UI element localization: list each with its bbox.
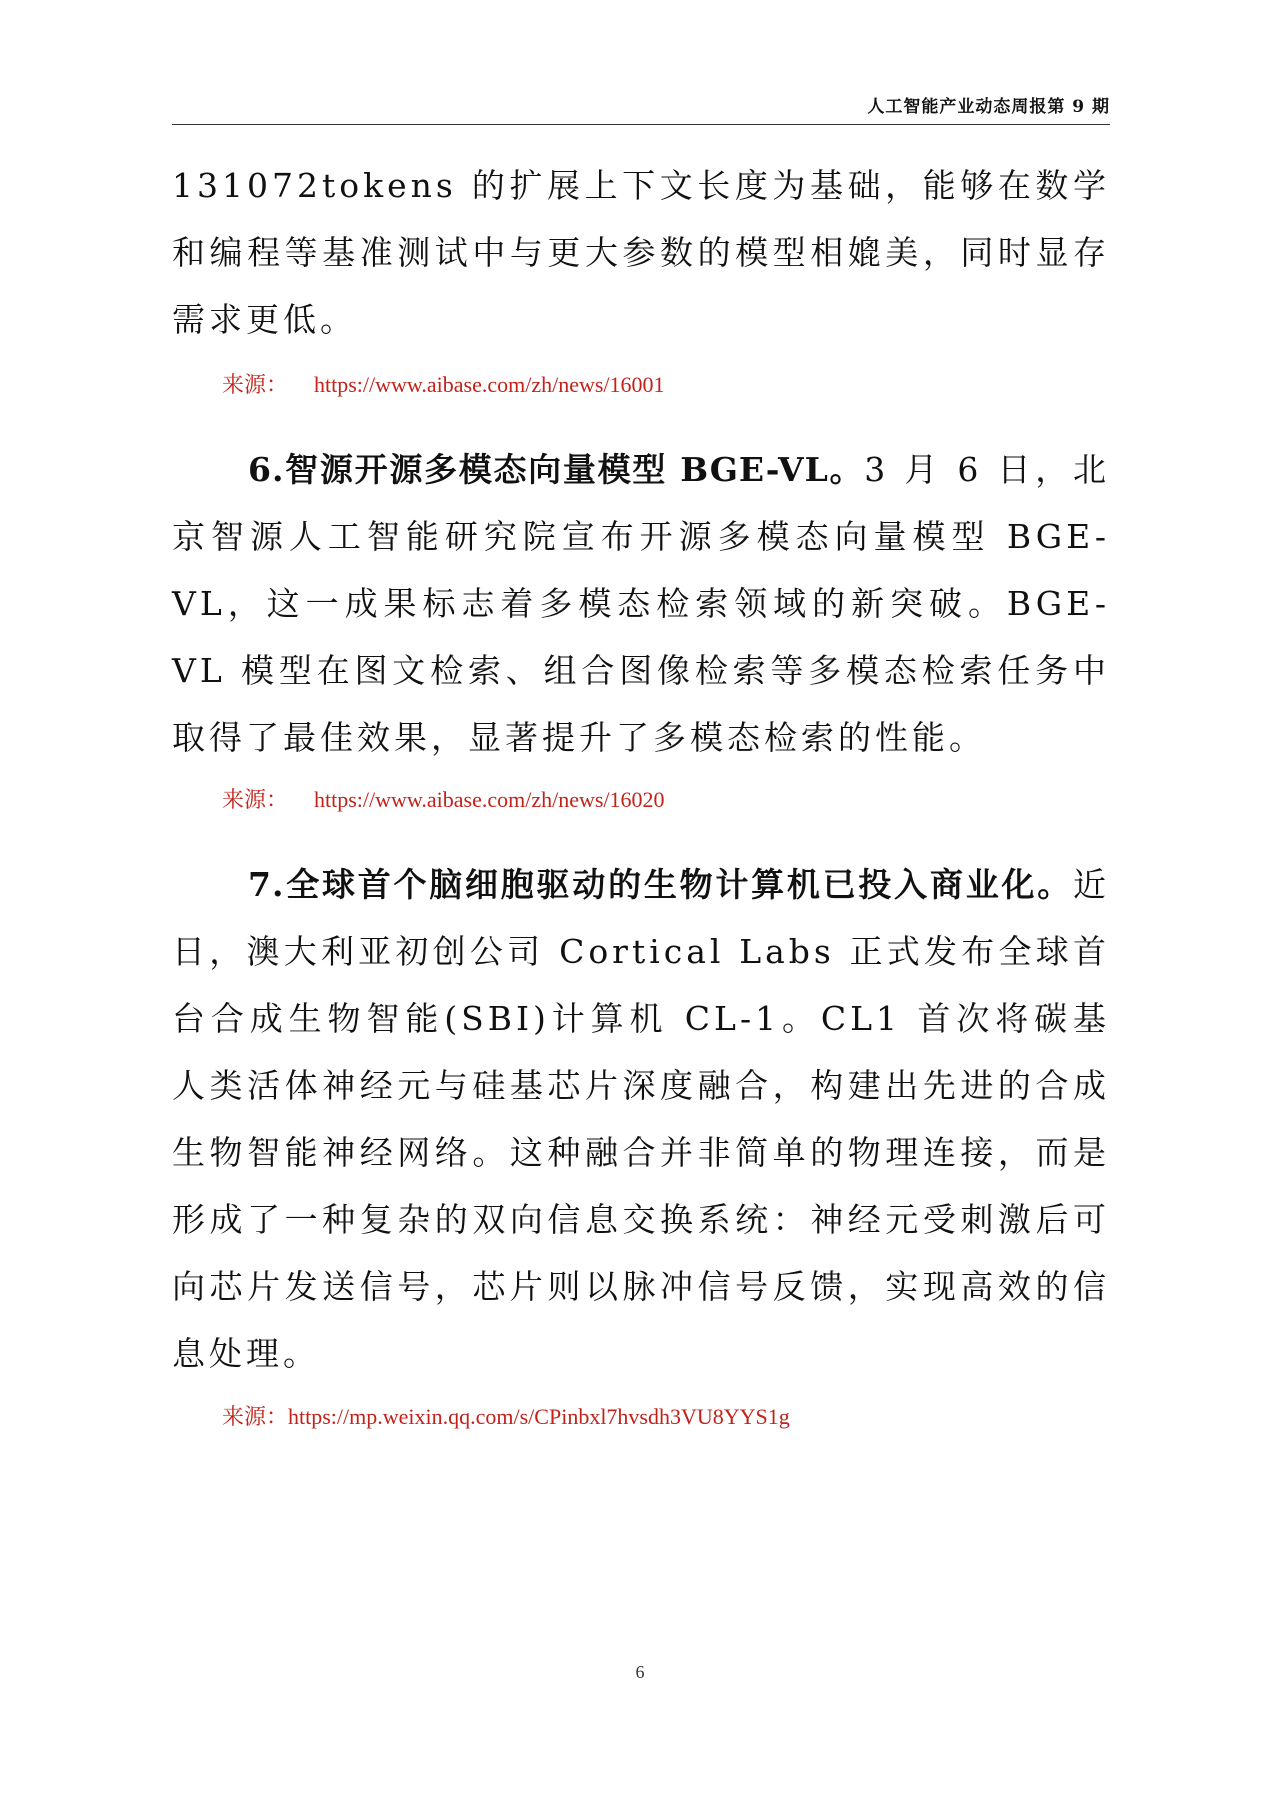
paragraph-1 bbox=[172, 152, 1110, 353]
source-link[interactable]: https://www.aibase.com/zh/news/16001 bbox=[314, 372, 665, 397]
header-rule bbox=[172, 124, 1110, 125]
running-header: 人工智能产业动态周报第 9 期 bbox=[867, 97, 1110, 117]
paragraph-2 bbox=[172, 436, 1110, 771]
source-link[interactable]: https://www.aibase.com/zh/news/16020 bbox=[314, 787, 665, 812]
paragraph-2-text bbox=[172, 436, 1110, 771]
source-link[interactable]: https://mp.weixin.qq.com/s/CPinbxl7hvsdh3VU8YYS1g bbox=[288, 1404, 790, 1429]
source-label: 来源： bbox=[222, 372, 289, 397]
section-6-heading: 6.智源开源多模态向量模型 BGE-VL。 bbox=[248, 450, 865, 489]
source-label: 来源： bbox=[222, 1404, 289, 1429]
page-number: 6 bbox=[635, 1662, 645, 1682]
section-7-heading: 7.全球首个脑细胞驱动的生物计算机已投入商业化。 bbox=[248, 865, 1073, 904]
paragraph-3 bbox=[172, 851, 1110, 1387]
source-line-1 bbox=[222, 368, 665, 399]
section-6-body: 3 月 6 日，北京智源人工智能研究院宣布开源多模态向量模型 BGE-VL，这一成果标志着多模态检索领域的新突破。BGE-VL 模型在图文检索、组合图像检索等多模态检索任务中取得了最佳效果，显著提升了多模态检索的性能。 bbox=[172, 450, 1110, 757]
paragraph-3-text bbox=[172, 851, 1110, 1387]
source-line-3 bbox=[222, 1400, 790, 1431]
source-line-2 bbox=[222, 783, 665, 814]
section-7-body: 近日，澳大利亚初创公司 Cortical Labs 正式发布全球首台合成生物智能(SBI)计算机 CL-1。CL1 首次将碳基人类活体神经元与硅基芯片深度融合，构建出先进的合成生物智能神经网络。这种融合并非简单的物理连接，而是形成了一种复杂的双向信息交换系统：神经元受刺激后可向芯片发送信号，芯片则以脉冲信号反馈，实现高效的信息处理。 bbox=[172, 865, 1110, 1373]
source-label: 来源： bbox=[222, 787, 289, 812]
paragraph-1-text: 131072tokens 的扩展上下文长度为基础，能够在数学和编程等基准测试中与更大参数的模型相媲美，同时显存需求更低。 bbox=[172, 166, 1110, 339]
